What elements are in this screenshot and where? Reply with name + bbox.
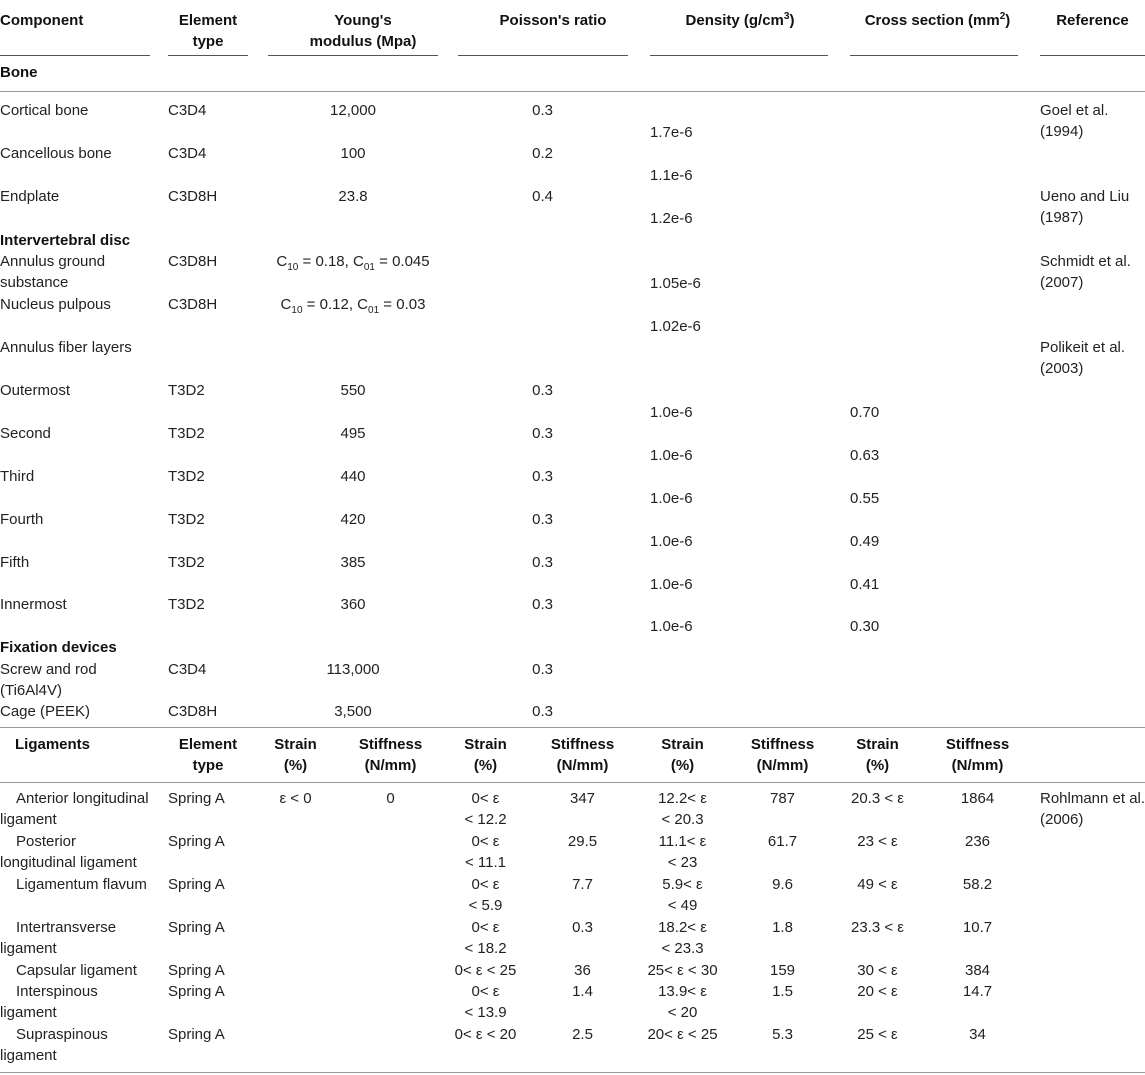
row-poisson-ratio: 0.4 — [532, 188, 553, 205]
row-reference: Goel et al. (1994) — [1040, 102, 1109, 140]
row-youngs-modulus: 100 — [340, 145, 366, 162]
row-component: Second — [0, 425, 51, 442]
header-rule-cross — [850, 55, 1018, 56]
ligament-name: Capsular ligament — [16, 962, 137, 979]
row-component: Fourth — [0, 511, 44, 528]
ligament-stiffness-3: 159 — [769, 962, 796, 979]
c10-equals: = — [298, 253, 316, 270]
header-stiffness-4: Stiffness (N/mm) — [945, 736, 1010, 774]
ligament-strain-range-3: 13.9< ε < 20 — [658, 983, 707, 1021]
row-youngs-modulus: 23.8 — [338, 188, 368, 205]
ligament-stiffness-3: 5.3 — [772, 1026, 793, 1043]
row-cross-section: 0.49 — [850, 533, 880, 550]
header-density-unit-exponent: 3 — [783, 11, 790, 22]
row-component: Fifth — [0, 554, 30, 571]
ligament-stiffness-3: 1.5 — [772, 983, 793, 1000]
c01-value: 0.045 — [392, 253, 430, 270]
header2-element-type: Element type — [178, 736, 238, 774]
ligament-element-type: Spring A — [168, 833, 225, 850]
header-rule-reference — [1040, 55, 1145, 56]
row-element-type: T3D2 — [168, 425, 205, 442]
header-cross-text: Cross section (mm — [864, 12, 1000, 29]
ligament-element-type: Spring A — [168, 983, 225, 1000]
c01-subscript: 01 — [363, 262, 375, 273]
section-intervertebral-disc: Intervertebral disc — [0, 232, 131, 249]
row-element-type: C3D8H — [168, 253, 218, 270]
c10-subscript: 10 — [287, 262, 299, 273]
row-component: Innermost — [0, 596, 67, 613]
row-element-type: T3D2 — [168, 596, 205, 613]
ligament-stiffness-3: 1.8 — [772, 919, 793, 936]
row-poisson-ratio: 0.3 — [532, 511, 553, 528]
row-reference: Polikeit et al. (2003) — [1040, 339, 1126, 377]
ligament-stiffness-4: 58.2 — [962, 876, 993, 893]
ligament-strain-range-3: 5.9< ε < 49 — [662, 876, 703, 914]
row-density: 1.2e-6 — [650, 210, 693, 227]
row-density: 1.7e-6 — [650, 124, 693, 141]
ligament-strain-range-2: 0< ε < 5.9 — [468, 876, 503, 914]
ligament-strain-range-4: 25 < ε — [857, 1026, 898, 1043]
row-element-type: T3D2 — [168, 511, 205, 528]
c01-subscript: 01 — [368, 305, 380, 316]
row-poisson-ratio: 0.3 — [532, 703, 553, 720]
row-element-type: C3D8H — [168, 703, 218, 720]
ligament-strain-range-2: 0< ε < 12.2 — [464, 790, 507, 828]
row-poisson-ratio: 0.3 — [532, 102, 553, 119]
c10-symbol: C — [280, 296, 292, 313]
hyperelastic-constants-annulus — [238, 251, 468, 272]
ligament-stiffness-4: 10.7 — [962, 919, 993, 936]
row-density: 1.0e-6 — [650, 447, 693, 464]
ligament-name: Supraspinous ligament — [0, 1026, 108, 1064]
row-density: 1.1e-6 — [650, 167, 693, 184]
row-youngs-modulus: 12,000 — [330, 102, 376, 119]
ligament-strain-range-3: 20< ε < 25 — [647, 1026, 718, 1043]
c01-equals: = — [379, 296, 397, 313]
ligament-name: Intertransverse ligament — [0, 919, 117, 957]
row-density: 1.02e-6 — [650, 318, 701, 335]
row-density: 1.0e-6 — [650, 533, 693, 550]
header-cross-unit-exponent: 2 — [999, 11, 1006, 22]
c01-equals: = — [374, 253, 393, 270]
row-poisson-ratio: 0.3 — [532, 554, 553, 571]
row-element-type: C3D8H — [168, 188, 218, 205]
header-rule-youngs — [268, 55, 438, 56]
header-density — [650, 10, 830, 31]
header-rule-element — [168, 55, 248, 56]
ligament-element-type: Spring A — [168, 962, 225, 979]
ligament-stiffness-2: 7.7 — [572, 876, 593, 893]
row-youngs-modulus: 385 — [340, 554, 366, 571]
header-ligaments: Ligaments — [15, 736, 91, 753]
ligament-stiffness-4: 1864 — [960, 790, 995, 807]
row-density: 1.0e-6 — [650, 404, 693, 421]
section-bone: Bone — [0, 64, 38, 81]
c10-subscript: 10 — [291, 305, 303, 316]
c01-value: 0.03 — [396, 296, 426, 313]
ligament-stiffness-3: 787 — [769, 790, 796, 807]
ligament-stiffness-3: 61.7 — [767, 833, 798, 850]
header-reference: Reference — [1056, 12, 1129, 29]
ligament-stiffness-2: 36 — [574, 962, 591, 979]
ligament-name: Interspinous ligament — [0, 983, 98, 1021]
row-element-type: T3D2 — [168, 554, 205, 571]
row-poisson-ratio: 0.3 — [532, 425, 553, 442]
header-youngs-modulus: Young's modulus (Mpa) — [309, 12, 417, 50]
row-element-type: T3D2 — [168, 468, 205, 485]
ligament-stiffness-3: 9.6 — [772, 876, 793, 893]
ligament-strain-range-1: ε < 0 — [279, 790, 312, 807]
row-cross-section: 0.55 — [850, 490, 880, 507]
header-cross-close: ) — [1005, 12, 1011, 29]
ligament-strain-range-2: 0< ε < 11.1 — [464, 833, 506, 871]
row-component: Screw and rod (Ti6Al4V) — [0, 661, 97, 699]
ligament-strain-range-2: 0< ε < 20 — [454, 1026, 517, 1043]
ligament-strain-range-2: 0< ε < 25 — [454, 962, 517, 979]
ligament-strain-range-3: 11.1< ε < 23 — [658, 833, 707, 871]
row-youngs-modulus: 440 — [340, 468, 366, 485]
row-youngs-modulus: 420 — [340, 511, 366, 528]
ligament-stiffness-2: 29.5 — [567, 833, 598, 850]
row-element-type: C3D4 — [168, 661, 207, 678]
row-youngs-modulus: 495 — [340, 425, 366, 442]
c10-symbol: C — [276, 253, 288, 270]
row-youngs-modulus: 550 — [340, 382, 366, 399]
ligament-strain-range-3: 12.2< ε < 20.3 — [658, 790, 707, 828]
ligament-stiffness-1: 0 — [386, 790, 395, 807]
ligament-stiffness-4: 14.7 — [962, 983, 993, 1000]
header-stiffness-2: Stiffness (N/mm) — [550, 736, 615, 774]
row-element-type: C3D8H — [168, 296, 218, 313]
ligament-reference: Rohlmann et al. (2006) — [1040, 790, 1145, 828]
header-poisson-ratio: Poisson's ratio — [499, 12, 607, 29]
ligament-strain-range-4: 20 < ε — [857, 983, 898, 1000]
header-cross-section — [850, 10, 1025, 31]
row-component: Cancellous bone — [0, 145, 112, 162]
row-reference: Ueno and Liu (1987) — [1040, 188, 1130, 226]
header-stiffness-3: Stiffness (N/mm) — [750, 736, 815, 774]
header2-rule — [0, 782, 1145, 783]
header-stiffness-1: Stiffness (N/mm) — [358, 736, 423, 774]
header-density-close: ) — [789, 12, 795, 29]
row-component: Cage (PEEK) — [0, 703, 91, 720]
ligament-strain-range-4: 49 < ε — [857, 876, 898, 893]
row-component: Annulus fiber layers — [0, 339, 132, 356]
row-component: Endplate — [0, 188, 60, 205]
ligament-strain-range-3: 18.2< ε < 23.3 — [658, 919, 707, 957]
section-rule-bone — [0, 91, 1145, 92]
row-poisson-ratio: 0.3 — [532, 382, 553, 399]
row-density: 1.0e-6 — [650, 618, 693, 635]
row-poisson-ratio: 0.3 — [532, 661, 553, 678]
c01-symbol: C — [357, 296, 369, 313]
ligament-stiffness-4: 34 — [969, 1026, 986, 1043]
table-divider-rule — [0, 727, 1145, 728]
c10-value: 0.18 — [315, 253, 345, 270]
ligament-name: Posterior longitudinal ligament — [0, 833, 137, 871]
ligament-strain-range-4: 30 < ε — [857, 962, 898, 979]
row-component: Third — [0, 468, 35, 485]
row-element-type: C3D4 — [168, 145, 207, 162]
ligament-strain-range-4: 23.3 < ε — [851, 919, 904, 936]
header-component: Component — [0, 12, 84, 29]
ligament-stiffness-2: 0.3 — [572, 919, 593, 936]
ligament-strain-range-2: 0< ε < 18.2 — [464, 919, 507, 957]
row-poisson-ratio: 0.3 — [532, 596, 553, 613]
row-poisson-ratio: 0.2 — [532, 145, 553, 162]
ligament-strain-range-4: 23 < ε — [857, 833, 898, 850]
hyperelastic-constants-nucleus — [238, 294, 468, 315]
row-youngs-modulus: 3,500 — [334, 703, 372, 720]
row-cross-section: 0.70 — [850, 404, 880, 421]
row-density: 1.0e-6 — [650, 576, 693, 593]
ligament-element-type: Spring A — [168, 919, 225, 936]
row-cross-section: 0.63 — [850, 447, 880, 464]
ligament-name: Ligamentum flavum — [16, 876, 147, 893]
ligament-strain-range-4: 20.3 < ε — [851, 790, 904, 807]
header-density-text: Density (g/cm — [685, 12, 784, 29]
header-strain-3: Strain (%) — [661, 736, 704, 774]
ligament-strain-range-2: 0< ε < 13.9 — [464, 983, 507, 1021]
row-element-type: T3D2 — [168, 382, 205, 399]
separator: , — [348, 296, 358, 313]
c10-value: 0.12 — [319, 296, 349, 313]
row-component: Annulus ground substance — [0, 253, 106, 291]
header-strain-4: Strain (%) — [856, 736, 899, 774]
row-youngs-modulus: 113,000 — [326, 661, 380, 678]
ligament-strain-range-3: 25< ε < 30 — [647, 962, 718, 979]
row-poisson-ratio: 0.3 — [532, 468, 553, 485]
header-rule-poisson — [458, 55, 628, 56]
header-element-type: Element type — [178, 12, 238, 50]
row-density: 1.05e-6 — [650, 275, 701, 292]
row-component: Outermost — [0, 382, 71, 399]
row-component: Nucleus pulpous — [0, 296, 111, 313]
ligament-stiffness-4: 236 — [964, 833, 991, 850]
ligament-stiffness-2: 347 — [569, 790, 596, 807]
ligament-stiffness-4: 384 — [964, 962, 991, 979]
ligament-name: Anterior longitudinal ligament — [0, 790, 149, 828]
ligament-element-type: Spring A — [168, 876, 225, 893]
row-density: 1.0e-6 — [650, 490, 693, 507]
header-rule-component — [0, 55, 150, 56]
row-component: Cortical bone — [0, 102, 89, 119]
table-bottom-rule — [0, 1072, 1145, 1073]
header-strain-1: Strain (%) — [274, 736, 317, 774]
row-cross-section: 0.41 — [850, 576, 880, 593]
c01-symbol: C — [353, 253, 364, 270]
section-fixation-devices: Fixation devices — [0, 639, 117, 656]
row-reference: Schmidt et al. (2007) — [1040, 253, 1131, 291]
row-youngs-modulus: 360 — [340, 596, 366, 613]
row-cross-section: 0.30 — [850, 618, 880, 635]
header-strain-2: Strain (%) — [464, 736, 507, 774]
row-element-type: C3D4 — [168, 102, 207, 119]
ligament-element-type: Spring A — [168, 790, 225, 807]
c10-equals: = — [302, 296, 320, 313]
ligament-stiffness-2: 2.5 — [572, 1026, 593, 1043]
separator: , — [344, 253, 353, 270]
header-rule-density — [650, 55, 828, 56]
ligament-element-type: Spring A — [168, 1026, 225, 1043]
ligament-stiffness-2: 1.4 — [572, 983, 593, 1000]
